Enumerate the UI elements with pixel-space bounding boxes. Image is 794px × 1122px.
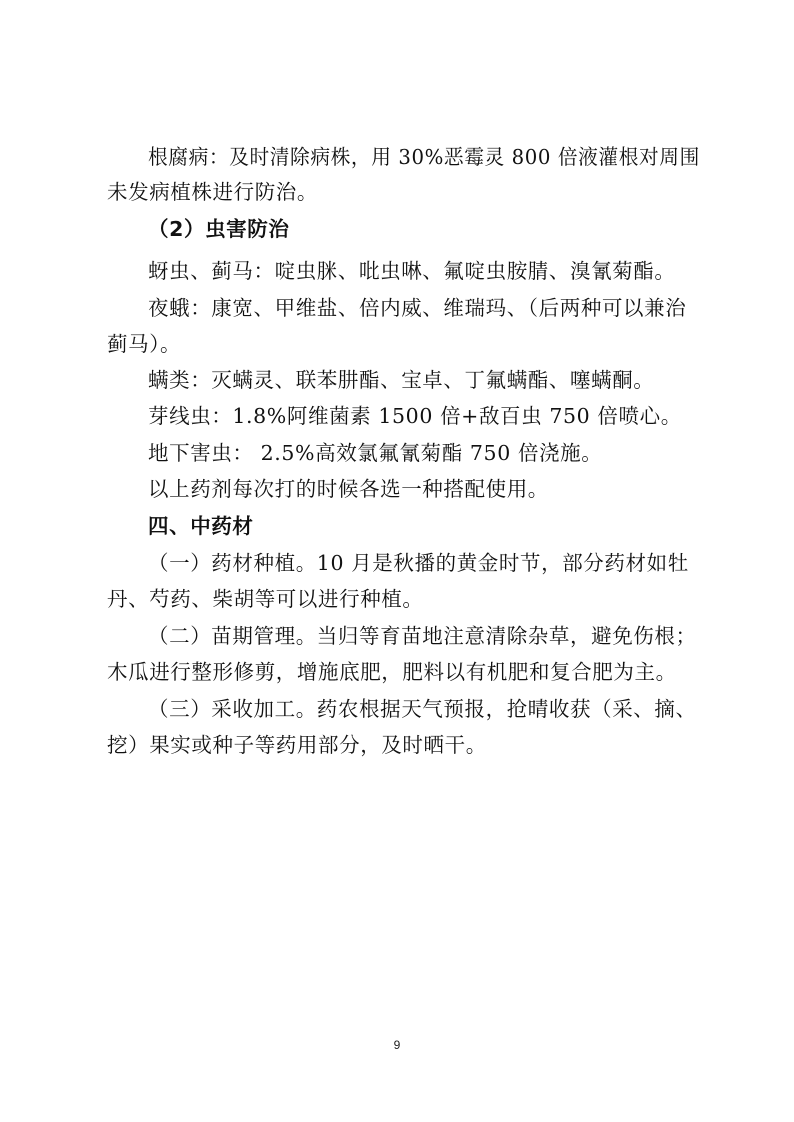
- paragraph-moth-cont: 蓟马）。: [107, 332, 182, 356]
- paragraph-moth: 夜蛾：康宽、甲维盐、倍内威、维瑞玛、（后两种可以兼治: [148, 296, 687, 320]
- paragraph-mites: 螨类：灭螨灵、联苯肼酯、宝卓、丁氟螨酯、噻螨酮。: [148, 368, 655, 392]
- paragraph-herb-planting-cont: 丹、芍药、柴胡等可以进行种植。: [107, 587, 424, 611]
- paragraph-root-rot: 根腐病：及时清除病株，用 30%恶霉灵 800 倍液灌根对周围: [148, 145, 700, 169]
- subheading-pest-control: （2）虫害防治: [148, 217, 290, 241]
- paragraph-aphid-thrips: 蚜虫、蓟马：啶虫脒、吡虫啉、氟啶虫胺腈、溴氰菊酯。: [148, 259, 676, 283]
- paragraph-underground-pests: 地下害虫： 2.5%高效氯氟氰菊酯 750 倍浇施。: [148, 441, 603, 465]
- paragraph-herb-planting: （一）药材种植。10 月是秋播的黄金时节，部分药材如牡: [148, 551, 689, 575]
- section-heading-herbs: 四、中药材: [148, 514, 254, 538]
- paragraph-seedling-management: （二）苗期管理。当归等育苗地注意清除杂草，避免伤根；: [148, 624, 697, 648]
- paragraph-bud-nematode: 芽线虫：1.8%阿维菌素 1500 倍+敌百虫 750 倍喷心。: [148, 404, 682, 428]
- paragraph-root-rot-cont: 未发病植株进行防治。: [107, 180, 318, 204]
- page-number: 9: [393, 1038, 401, 1052]
- paragraph-usage-note: 以上药剂每次打的时候各选一种搭配使用。: [148, 477, 549, 501]
- paragraph-harvest-processing-cont: 挖）果实或种子等药用部分，及时晒干。: [107, 733, 487, 757]
- paragraph-harvest-processing: （三）采收加工。药农根据天气预报，抢晴收获（采、摘、: [148, 697, 697, 721]
- paragraph-seedling-management-cont: 木瓜进行整形修剪，增施底肥，肥料以有机肥和复合肥为主。: [107, 660, 677, 684]
